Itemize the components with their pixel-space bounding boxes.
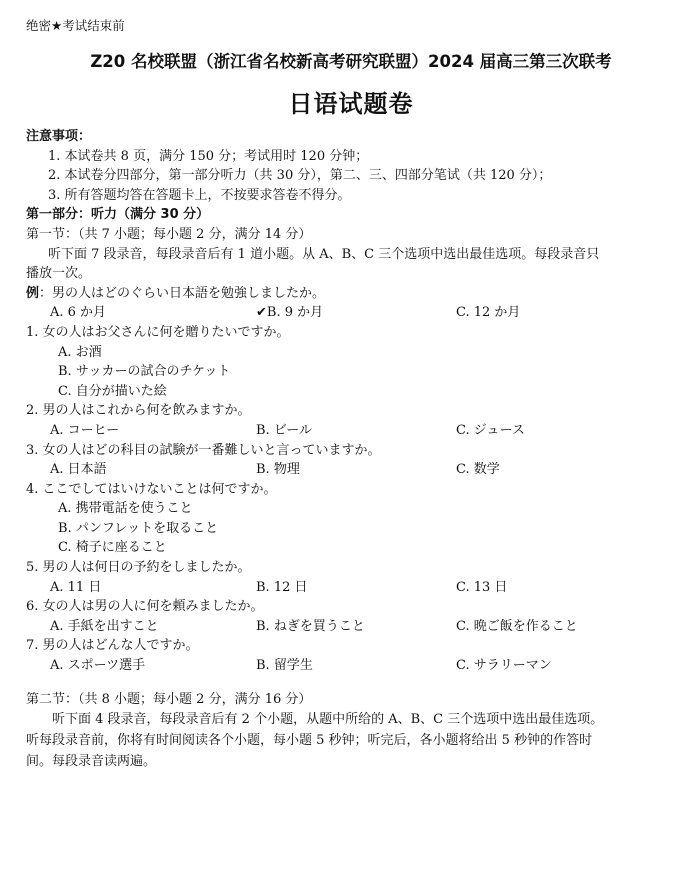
part1-heading: 第一部分：听力（满分 30 分）	[26, 207, 210, 223]
question-6: 6. 女の人は男の人に何を頼みましたか。	[26, 599, 264, 615]
q4-option-c: C. 椅子に座ること	[58, 540, 167, 556]
notes-heading: 注意事项：	[26, 129, 92, 144]
q1-option-b: B. サッカーの試合のチケット	[58, 364, 231, 380]
q7-option-c: C. サラリーマン	[456, 658, 552, 674]
example-option-c: C. 12 か月	[456, 305, 521, 321]
note-item-3: 3. 所有答题均答在答题卡上，不按要求答卷不得分。	[48, 187, 351, 203]
exam-subtitle: 日语试题卷	[288, 90, 414, 118]
q7-option-a: A. スポーツ選手	[50, 658, 146, 674]
question-2: 2. 男の人はこれから何を飲みますか。	[26, 403, 251, 419]
example-option-b: ✔B. 9 か月	[256, 305, 324, 321]
section2-heading: 第二节：（共 8 小题；每小题 2 分，满分 16 分）	[26, 691, 312, 707]
q1-option-a: A. お酒	[58, 344, 102, 360]
section1-instruction-line2: 播放一次。	[26, 266, 92, 282]
example-option-a: A. 6 か月	[50, 305, 107, 321]
example-question: 例：男の人はどのぐらい日本語を勉強しましたか。	[26, 285, 326, 301]
q4-option-a: A. 携帯電話を使うこと	[58, 501, 193, 517]
q7-option-b: B. 留学生	[256, 658, 313, 674]
q3-option-a: A. 日本語	[50, 462, 107, 478]
question-4: 4. ここでしてはいけないことは何ですか。	[26, 481, 277, 497]
confidential-mark: 绝密★考试结束前	[26, 18, 125, 33]
q1-option-c: C. 自分が描いた絵	[58, 383, 167, 399]
section2-instruction-line2: 听每段录音前，你将有时间阅读各个小题，每小题 5 秒钟；听完后，各小题将给出 5 秒钟的作答时	[26, 733, 593, 749]
q7-options	[26, 656, 676, 676]
question-3: 3. 女の人はどの科目の試験が一番難しいと言っていますか。	[26, 442, 381, 458]
question-1: 1. 女の人はお父さんに何を贈りたいですか。	[26, 324, 290, 340]
q6-option-c: C. 晩ご飯を作ること	[456, 618, 578, 634]
question-7: 7. 男の人はどんな人ですか。	[26, 638, 199, 654]
section2-instruction-line3: 间。每段录音读两遍。	[26, 754, 157, 770]
q5-option-c: C. 13 日	[456, 579, 508, 595]
section2-instruction-line1: 听下面 4 段录音，每段录音后有 2 个小题，从题中所给的 A、B、C 三个选项中选出最佳选项。	[52, 712, 604, 728]
note-item-1: 1. 本试卷共 8 页，满分 150 分；考试用时 120 分钟；	[48, 148, 369, 164]
example-options	[26, 303, 676, 323]
q3-option-c: C. 数学	[456, 462, 500, 478]
q3-option-b: B. 物理	[256, 462, 300, 478]
q3-options	[26, 460, 676, 480]
example-label: 例	[26, 285, 40, 301]
q5-options	[26, 578, 676, 598]
section2-instruction	[26, 709, 676, 772]
section1-heading: 第一节：（共 7 小题；每小题 2 分，满分 14 分）	[26, 226, 312, 242]
checkmark-icon: ✔	[256, 305, 267, 321]
question-5: 5. 男の人は何日の予約をしましたか。	[26, 560, 251, 576]
section1-instruction-line1: 听下面 7 段录音，每段录音后有 1 道小题。从 A、B、C 三个选项中选出最佳选项。每段录音只	[48, 246, 600, 262]
q4-option-b: B. パンフレットを取ること	[58, 520, 219, 536]
q6-options	[26, 617, 676, 637]
q6-option-b: B. ねぎを買うこと	[256, 618, 365, 634]
q2-option-b: B. ビール	[256, 422, 313, 438]
exam-title: Z20 名校联盟（浙江省名校新高考研究联盟）2024 届高三第三次联考	[90, 52, 612, 71]
q2-options	[26, 421, 676, 441]
q6-option-a: A. 手紙を出すこと	[50, 618, 159, 634]
q5-option-b: B. 12 日	[256, 579, 308, 595]
note-item-2: 2. 本试卷分四部分，第一部分听力（共 30 分），第二、三、四部分笔试（共 120 分）；	[48, 168, 552, 184]
q2-option-c: C. ジュース	[456, 422, 525, 438]
q2-option-a: A. コーヒー	[50, 422, 120, 438]
section-gap	[26, 676, 676, 690]
q5-option-a: A. 11 日	[50, 579, 102, 595]
